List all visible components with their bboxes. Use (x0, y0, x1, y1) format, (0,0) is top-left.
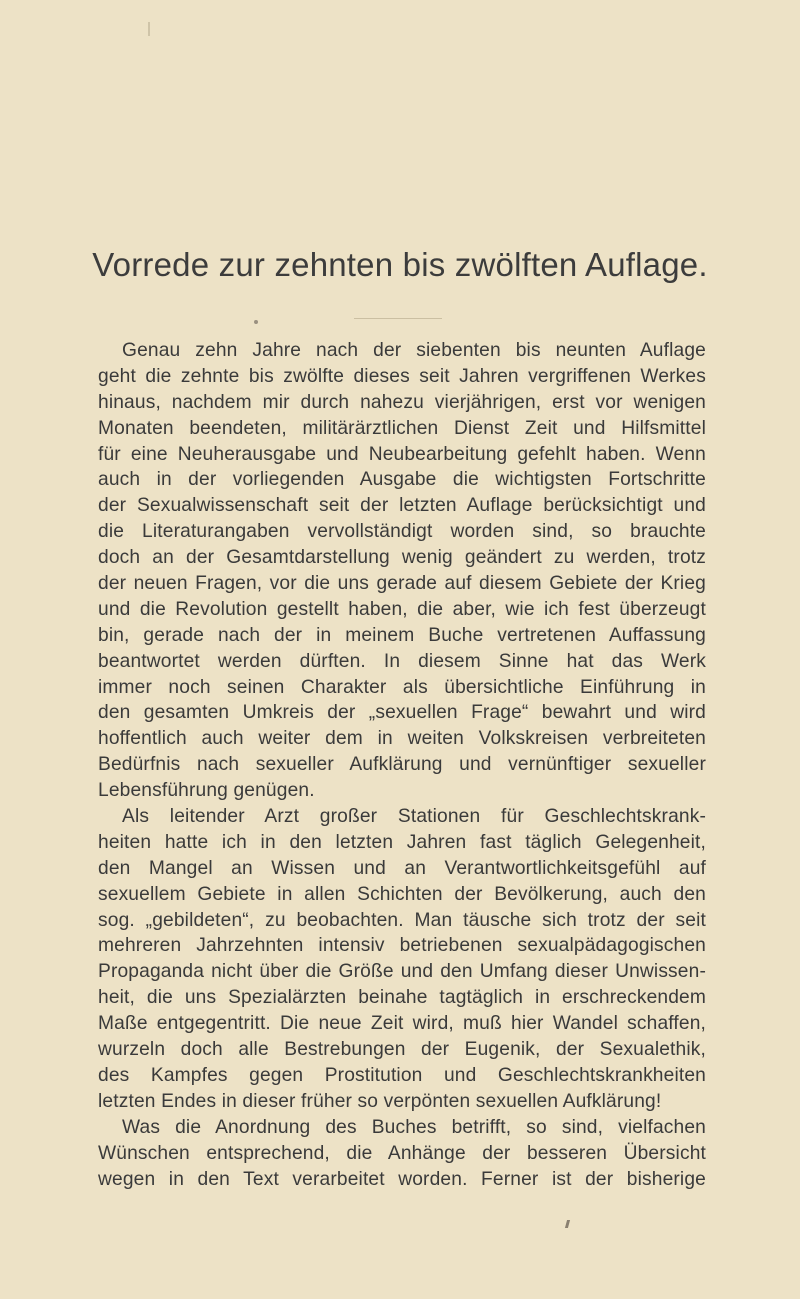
text-line: hoffentlich auch weiter dem in weiten Volkskreisen verbreiteten (98, 728, 706, 750)
text-line: auch in der vorliegenden Ausgabe die wichtigsten Fortschritte (98, 469, 706, 491)
text-line: den Mangel an Wissen und an Verantwortlichkeitsgefühl auf (98, 857, 706, 879)
text-line: die Literaturangaben vervollständigt worden sind, so brauchte (98, 521, 706, 543)
text-line: mehreren Jahrzehnten intensiv betriebenen sexualpädagogischen (98, 935, 706, 957)
text-line: Als leitender Arzt großer Stationen für Geschlechtskrank- (122, 806, 706, 828)
text-line: Wünschen entsprechend, die Anhänge der besseren Übersicht (98, 1142, 706, 1164)
ink-speck (565, 1220, 570, 1228)
text-line: immer noch seinen Charakter als übersichtliche Einführung in (98, 676, 706, 698)
preface-text (98, 338, 706, 1192)
text-line: wurzeln doch alle Bestrebungen der Eugenik, der Sexualethik, (98, 1039, 706, 1061)
text-line: Monaten beendeten, militärärztlichen Dienst Zeit und Hilfsmittel (98, 417, 706, 439)
text-line: für eine Neuherausgabe und Neubearbeitung gefehlt haben. Wenn (98, 443, 706, 465)
text-line: Was die Anordnung des Buches betrifft, so sind, vielfachen (122, 1116, 706, 1138)
page-title: Vorrede zur zehnten bis zwölften Auflage. (92, 246, 708, 283)
title-divider (354, 318, 442, 319)
text-line: den gesamten Umkreis der „sexuellen Frage“ bewahrt und wird (98, 702, 706, 724)
text-line: der neuen Fragen, vor die uns gerade auf diesem Gebiete der Krieg (98, 573, 706, 595)
text-line: der Sexualwissenschaft seit der letzten Auflage berücksichtigt und (98, 495, 706, 517)
text-line: des Kampfes gegen Prostitution und Geschlechtskrankheiten (98, 1064, 706, 1086)
text-line: letzten Endes in dieser früher so verpönten sexuellen Aufklärung! (98, 1090, 662, 1112)
text-line: Propaganda nicht über die Größe und den Umfang dieser Unwissen- (98, 961, 706, 983)
text-line: und die Revolution gestellt haben, die aber, wie ich fest überzeugt (98, 598, 706, 620)
text-line: heiten hatte ich in den letzten Jahren fast täglich Gelegenheit, (98, 831, 706, 853)
text-line: sexuellem Gebiete in allen Schichten der Bevölkerung, auch den (98, 883, 706, 905)
text-line: Bedürfnis nach sexueller Aufklärung und vernünftiger sexueller (98, 754, 706, 776)
text-line: hinaus, nachdem mir durch nahezu vierjährigen, erst vor wenigen (98, 391, 706, 413)
text-line: beantwortet werden dürften. In diesem Sinne hat das Werk (98, 650, 706, 672)
text-line: sog. „gebildeten“, zu beobachten. Man täusche sich trotz der seit (98, 909, 706, 931)
text-line: doch an der Gesamtdarstellung wenig geändert zu werden, trotz (98, 547, 706, 569)
text-line: geht die zehnte bis zwölfte dieses seit Jahren vergriffenen Werkes (98, 365, 706, 387)
text-line: heit, die uns Spezialärzten beinahe tagtäglich in erschreckendem (98, 987, 706, 1009)
page-speck (148, 22, 150, 36)
ink-speck (254, 320, 258, 324)
text-line: wegen in den Text verarbeitet worden. Ferner ist der bisherige (98, 1168, 706, 1190)
text-line: Genau zehn Jahre nach der siebenten bis neunten Auflage (122, 340, 706, 361)
text-line: Maße entgegentritt. Die neue Zeit wird, muß hier Wandel schaffen, (98, 1013, 706, 1035)
text-line: Lebensführung genügen. (98, 780, 315, 802)
text-line: bin, gerade nach der in meinem Buche vertretenen Auffassung (98, 624, 706, 646)
